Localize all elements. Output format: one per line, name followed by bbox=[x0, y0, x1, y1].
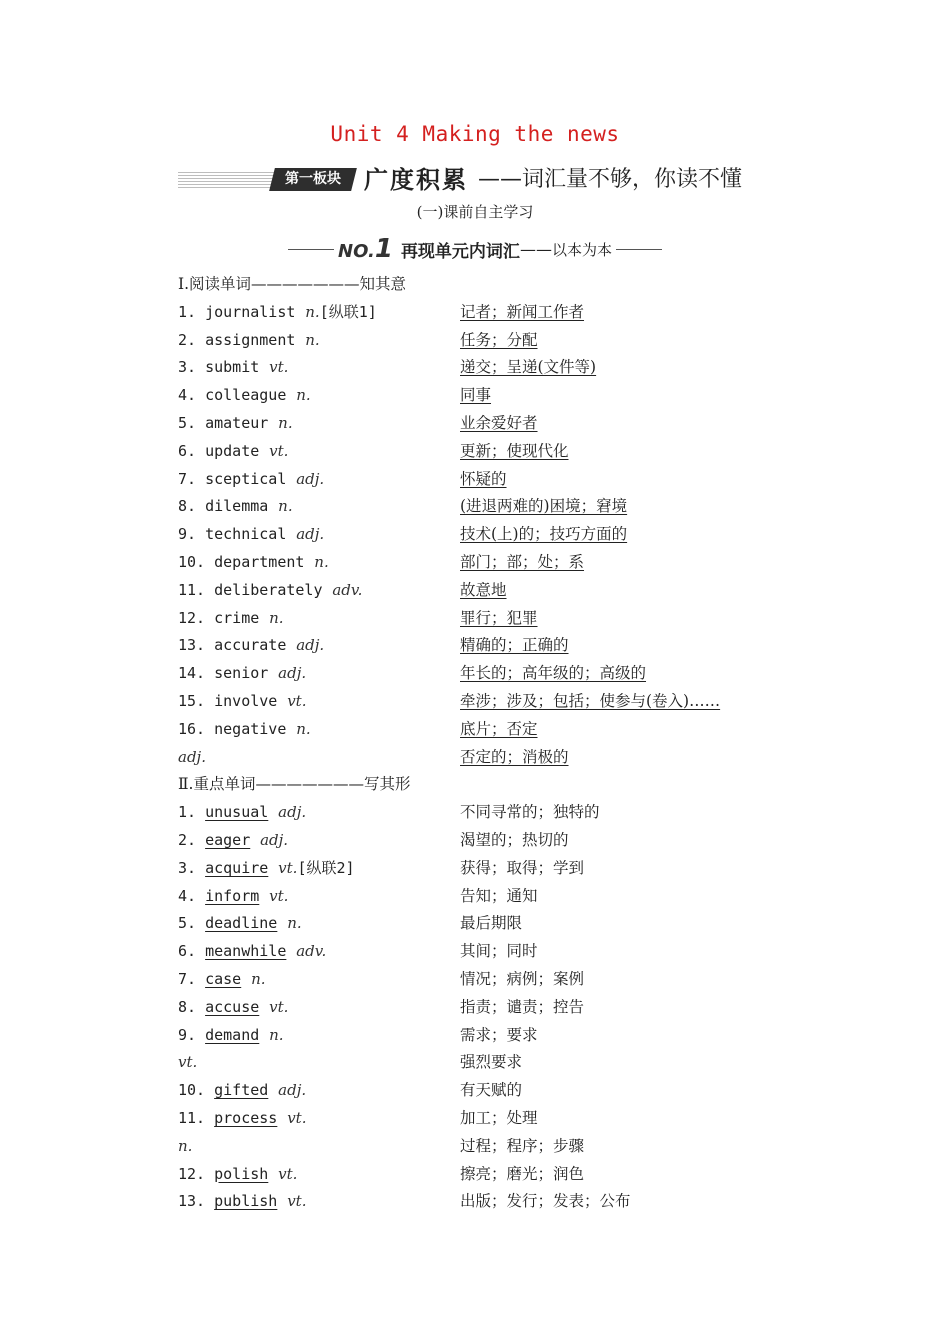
chinese-meaning: 记者；新闻工作者 bbox=[460, 302, 585, 321]
item-number: 1. bbox=[178, 803, 206, 822]
item-number: 12. bbox=[178, 1164, 215, 1183]
banner-heading: 广度积累 bbox=[364, 166, 468, 194]
item-number: 2. bbox=[178, 831, 206, 849]
english-word: negative bbox=[214, 719, 287, 738]
list-item bbox=[0, 1078, 950, 1102]
part-of-speech: vt. bbox=[287, 1109, 307, 1127]
word-entry bbox=[178, 355, 288, 379]
list-item bbox=[0, 856, 950, 880]
item-number: 13. bbox=[178, 1192, 215, 1211]
list-item bbox=[0, 550, 950, 574]
chinese-meaning: 更新；使现代化 bbox=[460, 441, 569, 460]
chinese-meaning: 同事 bbox=[460, 386, 492, 405]
item-number: 3. bbox=[178, 358, 206, 377]
part-of-speech: n. bbox=[296, 386, 311, 405]
chinese-meaning: 需求；要求 bbox=[460, 1025, 538, 1044]
item-number: 8. bbox=[178, 997, 206, 1016]
part-of-speech: adj. bbox=[278, 664, 307, 683]
part-of-speech: vt. bbox=[269, 358, 289, 377]
chinese-meaning: 故意地 bbox=[460, 580, 507, 599]
item-number: 15. bbox=[178, 692, 215, 710]
divider-line bbox=[616, 249, 662, 250]
word-entry bbox=[178, 689, 306, 713]
word-entry bbox=[178, 467, 324, 491]
english-word: crime bbox=[214, 608, 260, 627]
word-entry bbox=[178, 661, 306, 685]
english-word: polish bbox=[214, 1164, 269, 1183]
chinese-meaning: 有天赋的 bbox=[460, 1081, 523, 1100]
list-item bbox=[0, 1189, 950, 1213]
part-of-speech: n. bbox=[269, 608, 284, 627]
word-entry bbox=[178, 967, 266, 991]
word-entry bbox=[178, 550, 329, 574]
english-word: technical bbox=[205, 525, 287, 544]
item-number: 9. bbox=[178, 525, 206, 544]
part-of-speech: n. bbox=[296, 719, 311, 738]
part-of-speech: n. bbox=[305, 330, 320, 349]
section-title: 再现单元内词汇 bbox=[400, 241, 520, 262]
english-word: publish bbox=[214, 1192, 278, 1211]
section-heading bbox=[0, 772, 950, 796]
list-item bbox=[0, 689, 950, 713]
item-number: 13. bbox=[178, 636, 215, 655]
section-banner bbox=[178, 160, 743, 194]
english-word: involve bbox=[214, 692, 278, 710]
word-entry bbox=[178, 1189, 306, 1213]
item-number: 6. bbox=[178, 441, 206, 460]
word-entry bbox=[178, 939, 326, 963]
chinese-meaning: 获得；取得；学到 bbox=[460, 858, 585, 877]
word-entry bbox=[178, 439, 288, 463]
section-heading-text: Ⅱ.重点单词———————写其形 bbox=[178, 775, 411, 794]
part-of-speech: adj. bbox=[178, 747, 206, 766]
english-word: senior bbox=[214, 664, 269, 683]
list-item bbox=[0, 717, 950, 741]
part-of-speech: vt. bbox=[269, 441, 289, 460]
list-item bbox=[0, 1050, 950, 1074]
part-of-speech: n. bbox=[278, 497, 293, 516]
word-entry bbox=[178, 1134, 192, 1158]
english-word: accurate bbox=[214, 636, 287, 655]
english-word: assignment bbox=[205, 330, 296, 349]
english-word: meanwhile bbox=[205, 942, 287, 961]
list-item bbox=[0, 1023, 950, 1047]
english-word: deliberately bbox=[214, 580, 323, 599]
list-item bbox=[0, 661, 950, 685]
part-of-speech: adj. bbox=[296, 525, 325, 544]
item-number: 16. bbox=[178, 719, 215, 738]
list-item bbox=[0, 411, 950, 435]
chinese-meaning: 强烈要求 bbox=[460, 1053, 523, 1072]
list-item bbox=[0, 995, 950, 1019]
part-of-speech: vt. bbox=[269, 886, 289, 905]
english-word: sceptical bbox=[205, 469, 287, 488]
chinese-meaning: 最后期限 bbox=[460, 914, 523, 933]
item-number: 3. bbox=[178, 858, 206, 877]
chinese-meaning: 业余爱好者 bbox=[460, 414, 538, 432]
chinese-meaning: 怀疑的 bbox=[460, 469, 507, 488]
list-item bbox=[0, 355, 950, 379]
section-subtitle: 以本为本 bbox=[551, 240, 612, 259]
item-number: 5. bbox=[178, 914, 206, 933]
word-entry bbox=[178, 578, 362, 602]
list-item bbox=[0, 494, 950, 518]
item-number: 11. bbox=[178, 1109, 215, 1127]
part-of-speech: vt. bbox=[287, 1192, 307, 1211]
english-word: submit bbox=[205, 358, 260, 377]
list-item bbox=[0, 328, 950, 352]
word-entry bbox=[178, 300, 377, 324]
part-of-speech: adj. bbox=[296, 469, 325, 488]
english-word: eager bbox=[205, 831, 251, 849]
section-dash: —— bbox=[519, 239, 552, 259]
chinese-meaning: 出版；发行；发表；公布 bbox=[460, 1192, 631, 1211]
cross-reference-note: [纵联1] bbox=[319, 302, 377, 321]
word-entry bbox=[178, 745, 206, 769]
english-word: demand bbox=[205, 1025, 260, 1044]
cross-reference-note: [纵联2] bbox=[297, 858, 355, 877]
part-of-speech: adv. bbox=[296, 942, 327, 961]
english-word: acquire bbox=[205, 858, 269, 877]
english-word: unusual bbox=[205, 803, 269, 822]
subtitle: (一)课前自主学习 bbox=[416, 203, 534, 221]
part-of-speech: n. bbox=[278, 414, 293, 432]
chinese-meaning: 罪行；犯罪 bbox=[460, 608, 538, 627]
section-header bbox=[0, 234, 950, 264]
part-of-speech: adj. bbox=[296, 636, 325, 655]
chinese-meaning: 告知；通知 bbox=[460, 886, 538, 905]
banner-hatch-decoration bbox=[178, 171, 274, 188]
banner-tag: 第一板块 bbox=[269, 168, 357, 191]
english-word: journalist bbox=[205, 302, 296, 321]
word-entry bbox=[178, 606, 284, 630]
english-word: deadline bbox=[205, 914, 278, 933]
word-entry bbox=[178, 1106, 306, 1130]
word-entry bbox=[178, 995, 288, 1019]
chinese-meaning: 加工；处理 bbox=[460, 1109, 538, 1127]
part-of-speech: n. bbox=[314, 553, 329, 571]
part-of-speech: vt. bbox=[269, 997, 289, 1016]
part-of-speech: vt. bbox=[178, 1053, 198, 1072]
item-number: 12. bbox=[178, 608, 215, 627]
word-entry bbox=[178, 800, 306, 824]
item-number: 6. bbox=[178, 942, 206, 961]
english-word: colleague bbox=[205, 386, 287, 405]
word-entry bbox=[178, 494, 293, 518]
item-number: 9. bbox=[178, 1025, 206, 1044]
list-item bbox=[0, 439, 950, 463]
list-item bbox=[0, 522, 950, 546]
list-item bbox=[0, 939, 950, 963]
word-entry bbox=[178, 856, 355, 880]
part-of-speech: adj. bbox=[278, 803, 307, 822]
english-word: update bbox=[205, 441, 260, 460]
chinese-meaning: 指责；谴责；控告 bbox=[460, 997, 585, 1016]
part-of-speech: vt. bbox=[278, 1164, 298, 1183]
list-item bbox=[0, 467, 950, 491]
english-word: gifted bbox=[214, 1081, 269, 1100]
part-of-speech: vt. bbox=[287, 692, 307, 710]
chinese-meaning: 任务；分配 bbox=[460, 330, 538, 349]
item-number: 2. bbox=[178, 330, 206, 349]
part-of-speech: n. bbox=[251, 970, 266, 988]
list-item bbox=[0, 633, 950, 657]
chinese-meaning: 擦亮；磨光；润色 bbox=[460, 1164, 585, 1183]
word-entry bbox=[178, 633, 324, 657]
part-of-speech: n. bbox=[287, 914, 302, 933]
part-of-speech: n. bbox=[305, 302, 320, 321]
item-number: 1. bbox=[178, 302, 206, 321]
word-entry bbox=[178, 1162, 297, 1186]
chinese-meaning: 部门；部；处；系 bbox=[460, 553, 585, 571]
list-item bbox=[0, 1162, 950, 1186]
item-number: 11. bbox=[178, 580, 215, 599]
chinese-meaning: (进退两难的)困境；窘境 bbox=[460, 497, 628, 516]
section-number: NO.1 bbox=[338, 234, 393, 264]
divider-line bbox=[288, 249, 334, 250]
word-entry bbox=[178, 383, 311, 407]
chinese-meaning: 年长的；高年级的；高级的 bbox=[460, 664, 647, 683]
list-item bbox=[0, 967, 950, 991]
page-title: Unit 4 Making the news bbox=[330, 122, 620, 146]
english-word: amateur bbox=[205, 414, 269, 432]
english-word: dilemma bbox=[205, 497, 269, 516]
list-item bbox=[0, 606, 950, 630]
section-heading-text: Ⅰ.阅读单词———————知其意 bbox=[178, 275, 407, 293]
chinese-meaning: 否定的；消极的 bbox=[460, 747, 569, 766]
word-entry bbox=[178, 911, 302, 935]
word-entry bbox=[178, 522, 324, 546]
chinese-meaning: 底片；否定 bbox=[460, 719, 538, 738]
word-entry bbox=[178, 328, 320, 352]
item-number: 14. bbox=[178, 664, 215, 683]
section-heading bbox=[0, 272, 950, 296]
chinese-meaning: 递交；呈递(文件等) bbox=[460, 358, 597, 377]
chinese-meaning: 精确的；正确的 bbox=[460, 636, 569, 655]
banner-subheading: ——词汇量不够，你读不懂 bbox=[478, 167, 743, 192]
part-of-speech: adj. bbox=[278, 1081, 307, 1100]
part-of-speech: adj. bbox=[260, 831, 289, 849]
list-item bbox=[0, 1106, 950, 1130]
item-number: 10. bbox=[178, 1081, 215, 1100]
english-word: accuse bbox=[205, 997, 260, 1016]
item-number: 4. bbox=[178, 886, 206, 905]
item-number: 7. bbox=[178, 469, 206, 488]
item-number: 8. bbox=[178, 497, 206, 516]
chinese-meaning: 过程；程序；步骤 bbox=[460, 1136, 585, 1155]
list-item bbox=[0, 578, 950, 602]
list-item bbox=[0, 911, 950, 935]
chinese-meaning: 技术(上)的；技巧方面的 bbox=[460, 525, 628, 544]
chinese-meaning: 其间；同时 bbox=[460, 942, 538, 961]
part-of-speech: n. bbox=[178, 1136, 193, 1155]
list-item bbox=[0, 1134, 950, 1158]
item-number: 5. bbox=[178, 414, 206, 432]
english-word: inform bbox=[205, 886, 260, 905]
list-item bbox=[0, 300, 950, 324]
chinese-meaning: 情况；病例；案例 bbox=[460, 970, 585, 988]
word-entry bbox=[178, 1023, 284, 1047]
item-number: 4. bbox=[178, 386, 206, 405]
word-entry bbox=[178, 717, 311, 741]
word-entry bbox=[178, 1078, 306, 1102]
word-entry bbox=[178, 828, 288, 852]
word-entry bbox=[178, 884, 288, 908]
english-word: department bbox=[214, 553, 305, 571]
word-entry bbox=[178, 1050, 197, 1074]
list-item bbox=[0, 828, 950, 852]
item-number: 7. bbox=[178, 970, 206, 988]
list-item bbox=[0, 884, 950, 908]
english-word: case bbox=[205, 970, 242, 988]
word-entry bbox=[178, 411, 293, 435]
english-word: process bbox=[214, 1109, 278, 1127]
list-item bbox=[0, 383, 950, 407]
list-item bbox=[0, 800, 950, 824]
list-item bbox=[0, 745, 950, 769]
chinese-meaning: 牵涉；涉及；包括；使参与(卷入)…… bbox=[460, 692, 721, 710]
part-of-speech: vt. bbox=[278, 858, 298, 877]
chinese-meaning: 渴望的；热切的 bbox=[460, 831, 569, 849]
part-of-speech: adv. bbox=[332, 580, 363, 599]
part-of-speech: n. bbox=[269, 1025, 284, 1044]
item-number: 10. bbox=[178, 553, 215, 571]
chinese-meaning: 不同寻常的；独特的 bbox=[460, 803, 600, 822]
